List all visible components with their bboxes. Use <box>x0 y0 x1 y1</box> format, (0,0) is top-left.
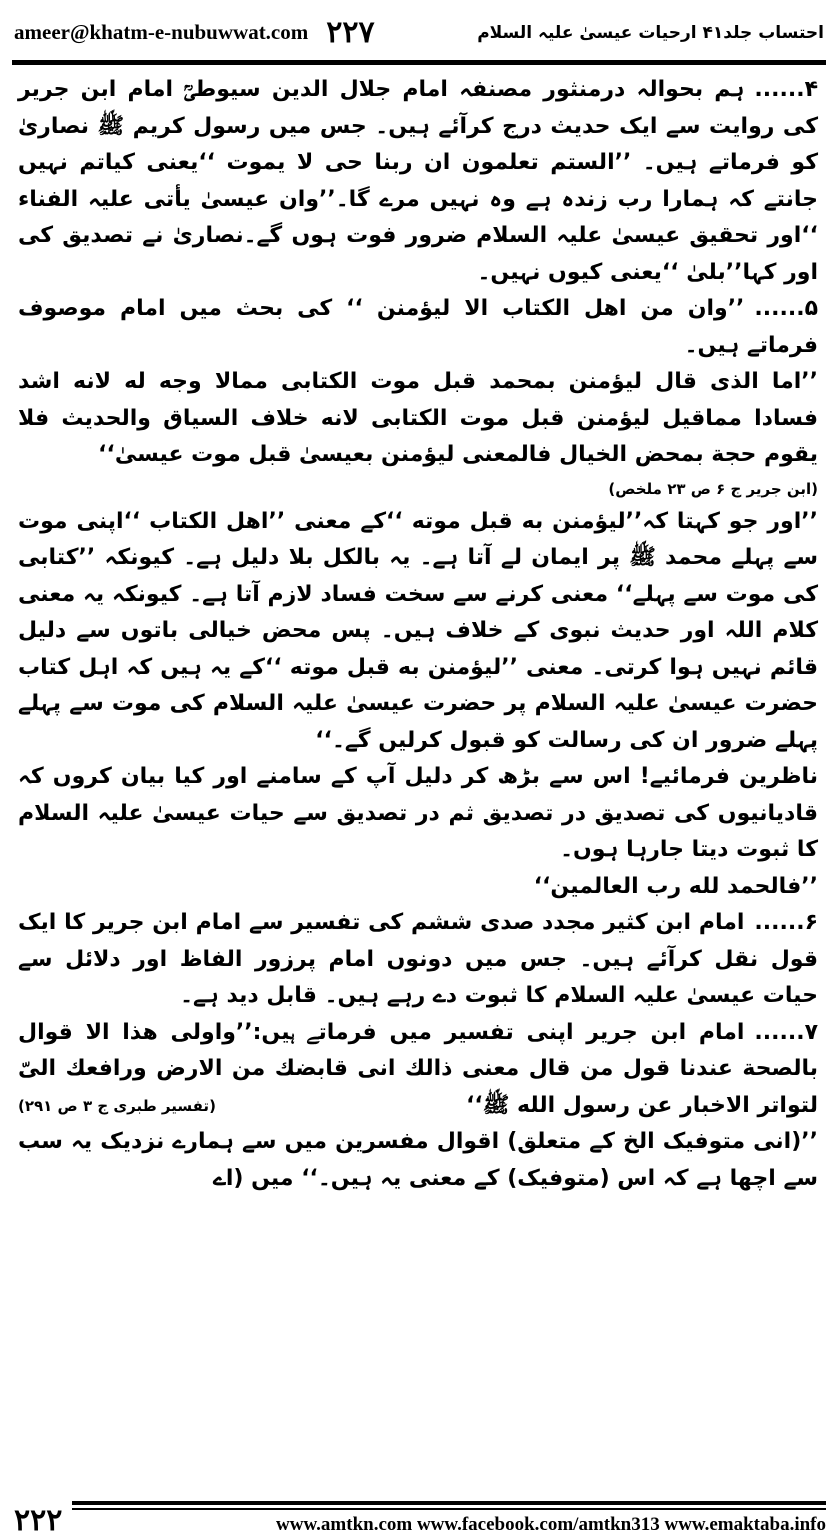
header-left <box>14 15 375 50</box>
item-number-6: ۶...... <box>754 910 818 935</box>
reference-1: (ابن جریر ج ۶ ص ۲۳ ملخص) <box>608 479 818 498</box>
paragraph-7-arabic: ’’فالحمد لله رب العالمين‘‘ <box>533 873 818 899</box>
footer-rule-thick <box>72 1501 826 1505</box>
paragraph-9 <box>18 1015 818 1125</box>
reference-2: (تفسیر طبری ج ۳ ص ۲۹۱) <box>18 1096 216 1115</box>
arabic-quote-1: ’’اما الذی قال ليؤمنن بمحمد قبل موت الكتابی ممالا وجه له لانه اشد فسادا مماقيل ليؤمنن قبل موت الكتابی لانه خلاف السياق والحديث فلا يقوم حجة بمحض الخيال فالمعنى ليؤمنن بعيسىٰ قبل موت عيسىٰ‘‘ <box>18 369 818 467</box>
page-header <box>14 8 824 56</box>
footer-links: www.amtkn.com www.facebook.com/amtkn313 www.emaktaba.info <box>276 1514 826 1535</box>
item-number-7: ۷...... <box>754 1019 818 1045</box>
paragraph-8 <box>18 905 818 1015</box>
item-number-4: ۴...... <box>754 77 818 102</box>
header-email: ameer@khatm-e-nubuwwat.com <box>14 19 309 44</box>
paragraph-5-text: ’’وان من اهل الكتاب الا ليؤمنن ‘‘ کی بحث میں امام موصوف فرماتے ہیں۔ <box>18 296 818 358</box>
page-footer <box>14 1496 826 1536</box>
paragraph-9-text: امام ابن جریر اپنی تفسیر میں فرماتے ہیں:’’واولى هذا الا قوال بالصحة عندنا قول من قال معنى ذالك انى قابضك من الارض ورافعك الىّ لتواتر الاخبار عن رسول الله ﷺ‘‘ <box>18 1019 818 1118</box>
header-page-number: ۲۲۷ <box>326 15 375 49</box>
paragraph-4 <box>18 72 818 291</box>
paragraph-4-text: ہم بحوالہ درمنثور مصنفہ امام جلال الدین سیوطیؒ امام ابن جریر کی روایت سے ایک حدیث درج کرآئے ہیں۔ جس میں رسول کریم ﷺ نصاریٰ کو فرماتے ہیں۔ ’’الستم تعلمون ان ربنا حی لا یموت ‘‘یعنی کیاتم نہیں جانتے کہ ہمارا رب زندہ ہے وہ نہیں مرے گا۔’’وان عیسیٰ یأتی علیہ الفناء ‘‘اور تحقیق عیسیٰ علیہ السلام ضرور فوت ہوں گے۔نصاریٰ نے تصدیق کی اور کہا’’بلیٰ ‘‘یعنی کیوں نہیں۔ <box>18 77 818 285</box>
footer-page-number: ۲۲۲ <box>14 1504 63 1537</box>
paragraph-10: ’’(انی متوفیک الخ کے متعلق) اقوال مفسرین میں سے ہمارے نزدیک یہ سب سے اچھا ہے کہ اس (متوفیک) کے معنی یہ ہیں۔‘‘ میں (اے <box>18 1129 818 1191</box>
header-rule <box>12 60 826 65</box>
page-body <box>18 72 818 1197</box>
footer-rule-thin <box>72 1508 826 1510</box>
item-number-5: ۵...... <box>754 296 818 321</box>
footer-right <box>72 1501 826 1536</box>
paragraph-5 <box>18 291 818 364</box>
paragraph-7: ناظرین فرمائیے! اس سے بڑھ کر دلیل آپ کے سامنے اور کیا بیان کروں کہ قادیانیوں کی تصدیق در تصدیق ثم در تصدیق سے حیات عیسیٰ علیہ السلام کا ثبوت دیتا جارہا ہوں۔ <box>18 764 818 862</box>
paragraph-8-text: امام ابن کثیر مجدد صدی ششم کی تفسیر سے امام ابن جریر کا ایک قول نقل کرآئے ہیں۔ جس میں دونوں امام پرزور الفاظ اور دلائل سے حیات عیسیٰ علیہ السلام کا ثبوت دے رہے ہیں۔ قابل دید ہے۔ <box>18 910 818 1008</box>
header-book-title: احتساب جلد۴۱ ارحیات عیسیٰ علیہ السلام <box>477 22 824 43</box>
paragraph-6: ’’اور جو کہتا کہ’’ليؤمنن به قبل موته ‘‘کے معنی ’’اهل الكتاب ‘‘اپنی موت سے پہلے محمد ﷺ پر ایمان لے آتا ہے۔ یہ بالکل بلا دلیل ہے۔ کیونکہ ’’کتابی کی موت سے پہلے‘‘ معنی کرنے سے سخت فساد لازم آتا ہے۔ کیونکہ یہ معنی کلام اللہ اور حدیث نبوی کے خلاف ہیں۔ پس محض خیالی باتوں سے دلیل قائم نہیں ہوا کرتی۔ معنی ’’ليؤمنن به قبل موته ‘‘کے یہ ہیں کہ اہل کتاب حضرت عیسیٰ علیہ السلام پر حضرت عیسیٰ علیہ السلام کی موت سے پہلے پہلے ضرور ان کی رسالت کو قبول کرلیں گے۔‘‘ <box>18 508 818 753</box>
